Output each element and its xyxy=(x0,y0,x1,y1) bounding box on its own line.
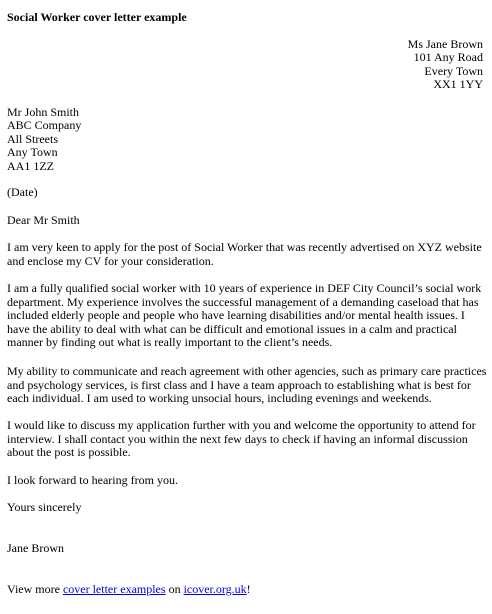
paragraph-line: My ability to communicate and reach agreement with other agencies, such as primary care practices xyxy=(7,364,487,378)
page-title: Social Worker cover letter example xyxy=(7,10,187,24)
paragraph-line: included elderly people and people who have learning disabilities and/or mental health issues. I xyxy=(7,308,465,322)
letter-date: (Date) xyxy=(7,185,38,199)
footer-suffix: ! xyxy=(246,582,251,596)
recipient-town: Any Town xyxy=(7,145,58,160)
paragraph-experience xyxy=(7,282,485,350)
recipient-name: Mr John Smith xyxy=(7,105,80,119)
paragraph-line: I would like to discuss my application further with you and welcome the opportunity to attend for xyxy=(7,418,476,432)
footer-middle: on xyxy=(165,582,184,596)
paragraph-line: and psychology services, is first class and I have a team approach to establishing what is best for xyxy=(7,377,471,392)
paragraph-communication xyxy=(7,365,485,406)
sender-name: Ms Jane Brown xyxy=(407,37,483,51)
paragraph-line: each individual. I am used to working unsocial hours, including evenings and weekends. xyxy=(7,391,432,405)
icover-site-link[interactable]: icover.org.uk xyxy=(183,582,247,596)
paragraph-line: interview. I shall contact you within the next few days to check if having an informal discussion xyxy=(7,431,468,446)
paragraph-interview xyxy=(7,419,485,460)
salutation: Dear Mr Smith xyxy=(7,213,80,227)
paragraph-line: department. My experience involves the successful management of a demanding caseload that has xyxy=(7,294,479,309)
sender-street: 101 Any Road xyxy=(413,50,483,65)
paragraph-line: I look forward to hearing from you. xyxy=(7,473,178,487)
sender-address xyxy=(408,38,483,92)
paragraph-line: manner by finding out what is really important to the client’s needs. xyxy=(7,335,333,349)
paragraph-line: about the post is possible. xyxy=(7,445,131,459)
paragraph-line: I am a fully qualified social worker with 10 years of experience in DEF City Council’s social work xyxy=(7,281,482,295)
recipient-company: ABC Company xyxy=(7,118,82,133)
recipient-address xyxy=(7,106,81,173)
complimentary-close: Yours sincerely xyxy=(7,500,82,514)
sender-postcode: XX1 1YY xyxy=(433,77,483,92)
sender-town: Every Town xyxy=(424,63,483,78)
recipient-postcode: AA1 1ZZ xyxy=(7,158,54,173)
cover-letter-examples-link[interactable]: cover letter examples xyxy=(62,582,166,596)
footer-prefix: View more xyxy=(7,582,63,596)
paragraph-closing-remark xyxy=(7,474,485,488)
footer-note xyxy=(7,583,485,597)
paragraph-line: and enclose my CV for your consideration. xyxy=(7,253,214,268)
paragraph-line: I am very keen to apply for the post of Social Worker that was recently advertised on XYZ website xyxy=(7,240,482,254)
paragraph-intro xyxy=(7,241,485,268)
paragraph-line: have the ability to deal with what can be difficult and emotional issues in a calm and practical xyxy=(7,321,457,336)
signature-name: Jane Brown xyxy=(7,541,64,555)
recipient-street: All Streets xyxy=(7,131,58,146)
